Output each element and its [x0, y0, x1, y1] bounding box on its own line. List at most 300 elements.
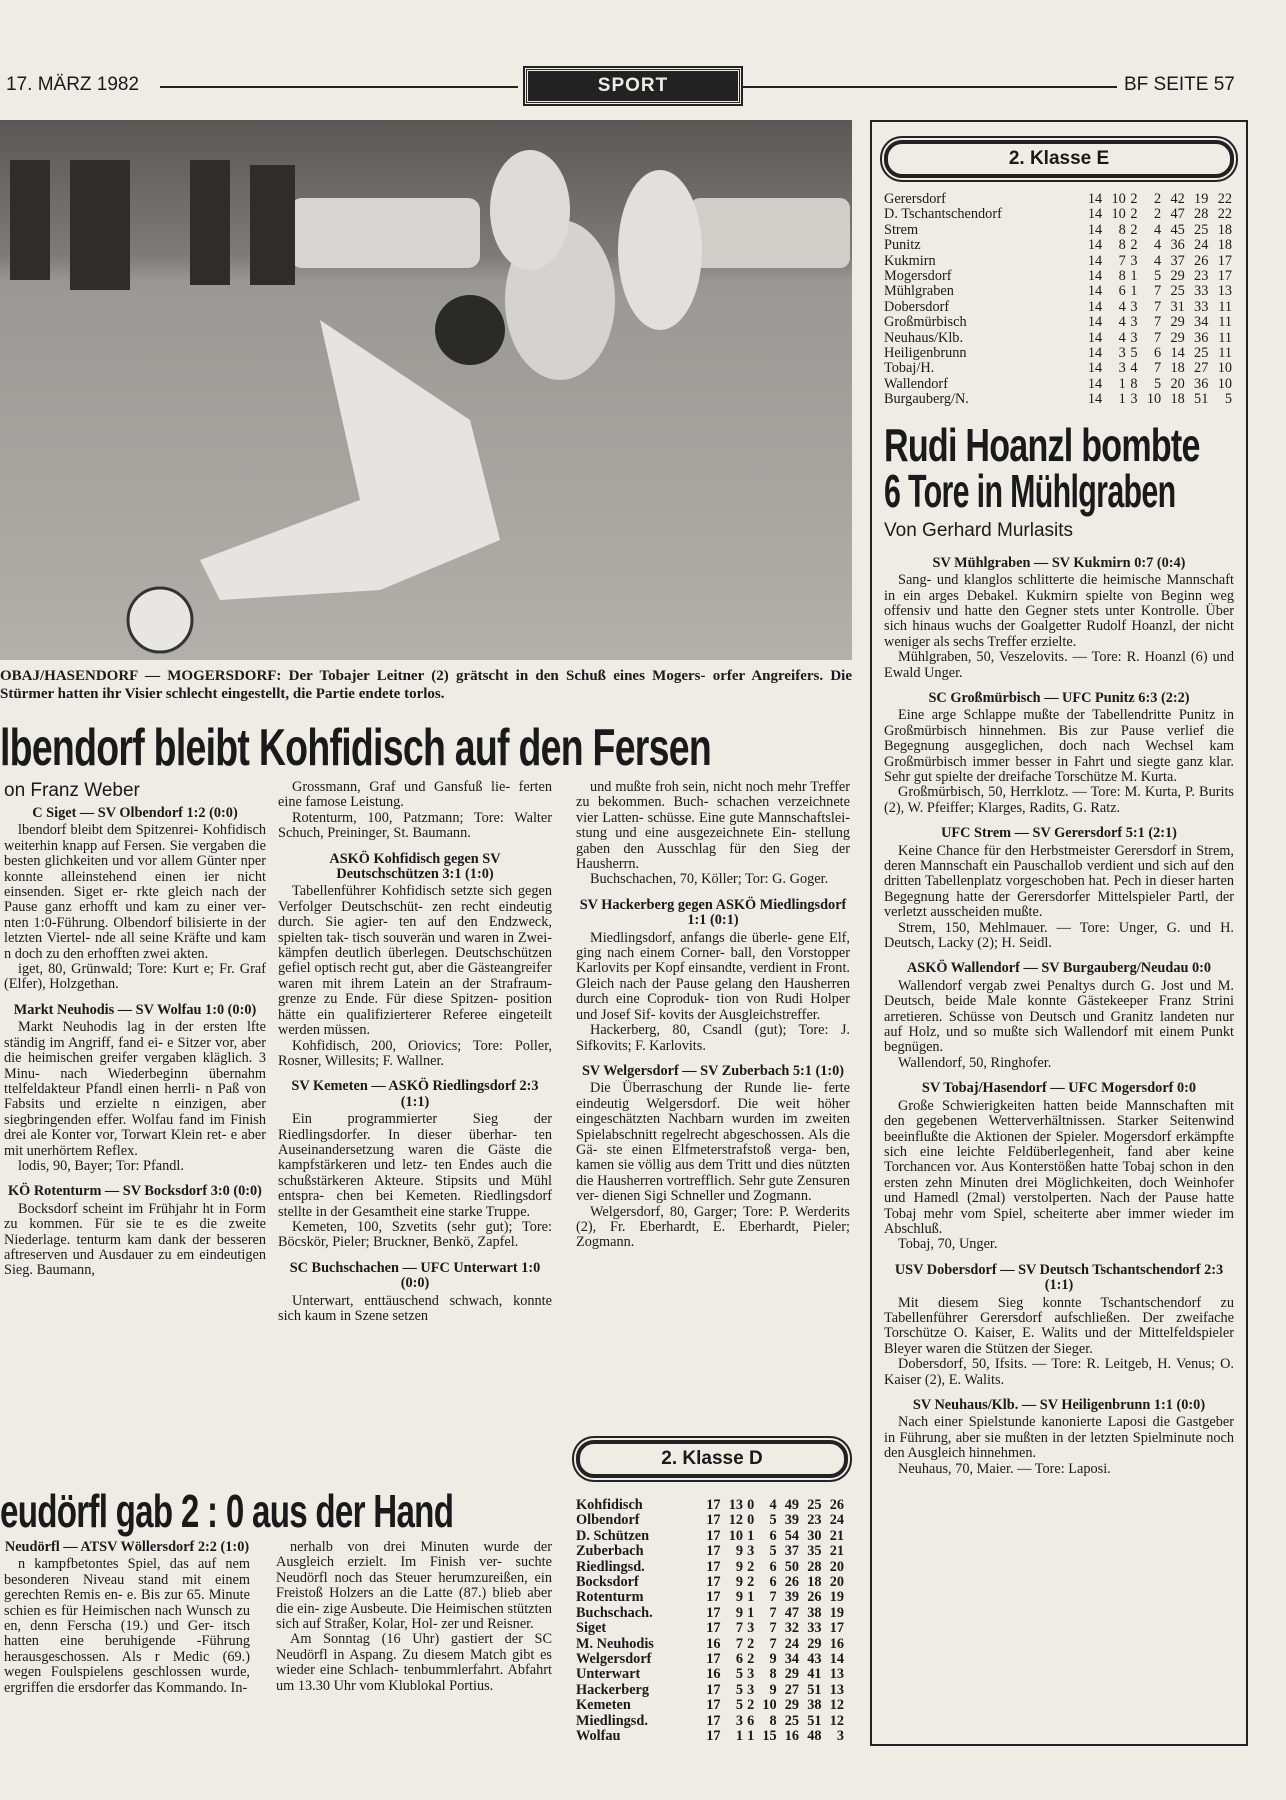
table-row: [884, 346, 1232, 361]
team-name: D. Schützen: [576, 1527, 650, 1544]
stat-cell: 20: [1170, 375, 1185, 392]
stat-cell: 12: [728, 1512, 743, 1529]
paragraph: Tabellenführer Kohfidisch setzte sich gegen Verfolger Deutschschüt- zen recht eindeutig durch. Sie agier- ten auf den Endzweck, spielten tak- tisch souverän und waren in Zwei- kämpfen deutlich überlegen. Deutschschützen gefiel optisch recht gut, aber die Gästeangreifer waren mit ihrem Latein an der Strafraum- grenze zu Ende. Für diese Spitzen- position hätte ein qualifizierterer Referee eingeteilt werden müssen.: [278, 883, 552, 1039]
stat-cell: 49: [784, 1497, 800, 1513]
stat-cell: 24: [784, 1635, 800, 1652]
table-row: [884, 300, 1232, 315]
stat-cell: 9: [735, 1558, 743, 1575]
stat-cell: 5: [1154, 268, 1162, 285]
stat-cell: 17: [1217, 268, 1232, 285]
paragraph: iget, 80, Grünwald; Tore: Kurt e; Fr. Graf (Elfer), Holzgethan.: [4, 961, 266, 993]
stat-cell: 3: [1130, 391, 1138, 408]
paragraph: lbendorf bleibt dem Spitzenrei- Kohfidisch weiterhin knapp auf Fersen. Sie vergaben die besten glichkeiten und vor allem Günter nper konnte alleinstehend einen ier nicht einsenden. Siget er- rkte gleich nach der Pause ganz erhofft und kam zu einer ver- nten 1:0-Führung. Olbendorf bilisierte in der letzten Viertel- nde all seine Kräfte und kam n doch zu den erhofften zwei akten.: [4, 822, 266, 962]
stat-cell: 5: [769, 1543, 777, 1560]
stat-cell: 8: [769, 1666, 777, 1683]
table-row: [576, 1513, 844, 1528]
stat-cell: 5: [1154, 375, 1162, 392]
main-article-column-2: [278, 780, 552, 1452]
team-name: Kukmirn: [884, 252, 936, 269]
stat-cell: 11: [1218, 314, 1232, 331]
team-name: Heiligenbrunn: [884, 345, 967, 362]
stat-cell: 14: [1087, 268, 1103, 285]
table-klasse-d: [576, 1440, 848, 1745]
stat-cell: 3: [735, 1712, 743, 1729]
stat-cell: 9: [735, 1604, 743, 1621]
paragraph: Markt Neuhodis lag in der ersten lfte ständig im Angriff, fand ei- e Sitzer vor, aber die heimischen greifer vergaben kläglich. 3 Minu- nach Wiederbeginn übernahm ttelfeldakteur Pfandl einen herrli- n Paß von Fabsits und erzielte n einzigen, aber siegbringenden effer. Wolfau fand im Finish drei ale Konter vor, Torwart Klein ret- e aber mit unerhörtem Reflex.: [4, 1019, 266, 1159]
stat-cell: 6: [1154, 345, 1162, 362]
team-name: M. Neuhodis: [576, 1635, 654, 1652]
stat-cell: 6: [747, 1712, 755, 1729]
stat-cell: 9: [735, 1574, 743, 1591]
stat-cell: 5: [769, 1512, 777, 1529]
paragraph: Wallendorf vergab zwei Penaltys durch G. Jost und M. Deutsch, beide Male konnte Gästekeeper Franz Strini arretieren. Schüsse von Deutsch und Granitz landeten nur auf Holz, und so mußte sich Wallendorf mit einem Punkt begnügen.: [884, 977, 1234, 1056]
stat-cell: 4: [1154, 237, 1162, 254]
team-name: Mühlgraben: [884, 283, 954, 300]
stat-cell: 14: [1087, 206, 1103, 223]
match-photo: [0, 120, 852, 660]
stat-cell: 17: [706, 1604, 721, 1621]
stat-cell: 2: [1154, 206, 1162, 223]
paragraph: Eine arge Schlappe mußte der Tabellendritte Punitz in Großmürbisch hinnehmen. Bis zur Pause verlief die Begegnung ausgeglichen, doch nach Wechsel kam Großmürbisch immer besser in Fahrt und siegte ganz klar. Sehr gut spielte der dreifache Torschütze M. Kurta.: [884, 707, 1234, 785]
stat-cell: 2: [1130, 206, 1138, 223]
stat-cell: 3: [1130, 252, 1138, 269]
stat-cell: 2: [747, 1697, 755, 1714]
stat-cell: 47: [1170, 206, 1185, 223]
table-row: [884, 207, 1232, 222]
stat-cell: 14: [1087, 298, 1103, 315]
stat-cell: 5: [735, 1681, 743, 1698]
stat-cell: 16: [784, 1728, 800, 1745]
standings-table-d: [576, 1498, 844, 1745]
stat-cell: 3: [747, 1681, 755, 1698]
paragraph: Sang- und klanglos schlitterte die heimische Mannschaft in ein arges Debakel. Kukmirn spielte von Beginn weg offensiv und hatte den Gegner stets unter Kontrolle. Über sich hinaus wuchs der Goalgetter Rudolf Hoanzl, der nicht weniger als sechs Treffer erzielte.: [884, 572, 1234, 650]
paragraph: Hackerberg, 80, Csandl (gut); Tore: J. Sifkovits; F. Karlovits.: [576, 1022, 850, 1054]
stat-cell: 54: [784, 1527, 800, 1544]
stat-cell: 7: [1154, 360, 1162, 377]
stat-cell: 5: [735, 1697, 743, 1714]
table-row: [884, 254, 1232, 269]
stat-cell: 3: [1130, 329, 1138, 346]
stat-cell: 47: [784, 1604, 800, 1621]
match-heading: SV Hackerberg gegen ASKÖ Miedlingsdorf 1:1 (0:1): [579, 896, 847, 929]
stat-cell: 14: [1087, 360, 1103, 377]
stat-cell: 48: [807, 1728, 822, 1745]
stat-cell: 19: [829, 1604, 844, 1621]
team-name: Kemeten: [576, 1697, 631, 1714]
stat-cell: 16: [829, 1635, 844, 1652]
photo-caption: OBAJ/HASENDORF — MOGERSDORF: Der Tobajer Leitner (2) grätscht in den Schuß eines Mogers- orfer Angreifers. Die Stürmer hatten ihr Visier schlecht eingestellt, die Partie endete torlos.: [0, 668, 852, 702]
match-heading: SV Mühlgraben — SV Kukmirn 0:7 (0:4): [932, 555, 1186, 571]
page-number: BF SEITE 57: [1124, 74, 1235, 95]
stat-cell: 1: [1130, 268, 1138, 285]
stat-cell: 7: [1154, 298, 1162, 315]
section-label: SPORT: [525, 68, 741, 104]
table-row: [884, 269, 1232, 284]
right-sidebar-box: [870, 120, 1248, 1746]
stat-cell: 1: [747, 1527, 755, 1544]
team-name: Bocksdorf: [576, 1574, 639, 1591]
team-name: Dobersdorf: [884, 298, 950, 315]
stat-cell: 14: [1087, 391, 1103, 408]
header-rule-left: [160, 86, 518, 88]
match-heading: SV Neuhaus/Klb. — SV Heiligenbrunn 1:1 (0:0): [912, 1397, 1206, 1413]
stat-cell: 14: [1087, 345, 1103, 362]
team-name: Strem: [884, 221, 919, 238]
stat-cell: 21: [829, 1543, 844, 1560]
stat-cell: 13: [829, 1666, 844, 1683]
stat-cell: 33: [807, 1620, 822, 1637]
right-byline: Von Gerhard Murlasits: [884, 519, 1074, 541]
team-name: Gerersdorf: [884, 191, 946, 207]
stat-cell: 0: [747, 1497, 755, 1513]
table-row: [576, 1575, 844, 1590]
stat-cell: 7: [769, 1589, 777, 1606]
match-heading: Neudörfl — ATSV Wöllersdorf 2:2 (1:0): [4, 1540, 250, 1555]
stat-cell: 14: [1170, 345, 1185, 362]
match-heading: SV Kemeten — ASKÖ Riedlingsdorf 2:3 (1:1): [291, 1078, 539, 1110]
table-row: [884, 223, 1232, 238]
stat-cell: 29: [1170, 329, 1185, 346]
table-klasse-d-title: 2. Klasse D: [576, 1440, 848, 1478]
match-heading: SV Welgersdorf — SV Zuberbach 5:1 (1:0): [581, 1062, 845, 1079]
team-name: Buchschach.: [576, 1604, 653, 1621]
stat-cell: 2: [1154, 191, 1162, 207]
stat-cell: 37: [784, 1543, 800, 1560]
match-heading: KÖ Rotenturm — SV Bocksdorf 3:0 (0:0): [8, 1183, 262, 1200]
standings-table-e: [884, 192, 1232, 408]
stat-cell: 5: [1224, 391, 1232, 408]
match-heading: USV Dobersdorf — SV Deutsch Tschantschendorf 2:3 (1:1): [894, 1261, 1224, 1294]
stat-cell: 6: [769, 1574, 777, 1591]
stat-cell: 14: [1087, 329, 1103, 346]
stat-cell: 51: [1194, 391, 1209, 408]
paragraph: Welgersdorf, 80, Garger; Tore: P. Werderits (2), Fr. Eberhardt, E. Eberhardt, Pieler; Zogmann.: [576, 1203, 850, 1251]
table-row: [884, 377, 1232, 392]
team-name: Miedlingsd.: [576, 1712, 648, 1729]
table-row: [576, 1637, 844, 1652]
stat-cell: 6: [735, 1651, 743, 1668]
match-heading: Markt Neuhodis — SV Wolfau 1:0 (0:0): [13, 1001, 257, 1018]
table-row: [576, 1590, 844, 1605]
stat-cell: 43: [807, 1651, 822, 1668]
main-article-column-3: [576, 780, 850, 1410]
stat-cell: 5: [1130, 345, 1138, 362]
stat-cell: 3: [747, 1543, 755, 1560]
paragraph: Miedlingsdorf, anfangs die überle- gene Elf, ging nach einem Corner- ball, den Vorstopper Karlovits per Kopf einsandte, verdient in Front. Gleich nach der Pause gelang den Hausherren durch eine Coproduk- tion von Rudi Holper und Josef Sif- kovits der Ausgleichstreffer.: [576, 929, 850, 1023]
match-heading: SC Großmürbisch — UFC Punitz 6:3 (2:2): [928, 689, 1190, 706]
stat-cell: 9: [735, 1589, 743, 1606]
stat-cell: 4: [1118, 329, 1126, 346]
stat-cell: 2: [747, 1635, 755, 1652]
team-name: Unterwart: [576, 1666, 641, 1683]
stat-cell: 38: [807, 1604, 822, 1621]
stat-cell: 7: [769, 1635, 777, 1652]
team-name: Wolfau: [576, 1728, 621, 1745]
stat-cell: 10: [762, 1697, 777, 1714]
stat-cell: 26: [784, 1574, 800, 1591]
stat-cell: 27: [784, 1681, 800, 1698]
paragraph: lodis, 90, Bayer; Tor: Pfandl.: [18, 1157, 184, 1174]
stat-cell: 7: [1118, 252, 1126, 269]
stat-cell: 22: [1217, 191, 1232, 207]
stat-cell: 32: [784, 1620, 800, 1637]
stat-cell: 18: [1217, 221, 1232, 238]
stat-cell: 51: [807, 1712, 822, 1729]
stat-cell: 7: [1154, 314, 1162, 331]
stat-cell: 4: [1118, 314, 1126, 331]
bottom-article-column-2: [276, 1540, 552, 1770]
paragraph: Keine Chance für den Herbstmeister Gerersdorf in Strem, deren Mannschaft ein Pauschallob verdient und sich auf den dritten Tabellenplatz vorgeschoben hat. Pech in dieser harten Begegnung hatte der Gerersdorfer Mittelspieler Partl, der verletzt ausscheiden mußte.: [884, 842, 1234, 921]
match-heading: C Siget — SV Olbendorf 1:2 (0:0): [32, 806, 238, 821]
stat-cell: 4: [1118, 298, 1126, 315]
stat-cell: 14: [1087, 314, 1103, 331]
stat-cell: 1: [1118, 391, 1126, 408]
table-row: [576, 1698, 844, 1713]
stat-cell: 10: [1217, 360, 1232, 377]
stat-cell: 36: [1194, 329, 1209, 346]
stat-cell: 23: [1194, 268, 1209, 285]
issue-date: 17. MÄRZ 1982: [6, 74, 140, 95]
stat-cell: 0: [747, 1512, 755, 1529]
paragraph: Wallendorf, 50, Ringhofer.: [898, 1054, 1052, 1071]
match-heading: UFC Strem — SV Gerersdorf 5:1 (2:1): [941, 825, 1177, 842]
stat-cell: 14: [1087, 375, 1103, 392]
team-name: Großmürbisch: [884, 314, 967, 331]
table-row: [884, 284, 1232, 299]
team-name: Rotenturm: [576, 1589, 644, 1606]
paragraph: Rotenturm, 100, Patzmann; Tore: Walter Schuch, Preininger, St. Baumann.: [278, 809, 552, 842]
stat-cell: 3: [836, 1728, 844, 1745]
stat-cell: 19: [1194, 191, 1209, 207]
table-row: [576, 1606, 844, 1621]
stat-cell: 11: [1218, 298, 1232, 315]
stat-cell: 17: [706, 1620, 721, 1637]
stat-cell: 26: [829, 1497, 844, 1513]
stat-cell: 6: [769, 1527, 777, 1544]
table-row: [884, 315, 1232, 330]
stat-cell: 16: [706, 1635, 721, 1652]
stat-cell: 4: [769, 1497, 777, 1513]
stat-cell: 26: [807, 1589, 822, 1606]
stat-cell: 17: [829, 1620, 844, 1637]
match-heading: ASKÖ Kohfidisch gegen SV Deutschschützen 3:1 (1:0): [329, 850, 501, 883]
stat-cell: 13: [728, 1497, 743, 1513]
stat-cell: 1: [1130, 283, 1138, 300]
paragraph: Dobersdorf, 50, Ifsits. — Tore: R. Leitgeb, H. Venus; O. Kaiser (2), E. Walits.: [884, 1356, 1234, 1388]
table-row: [576, 1667, 844, 1682]
table-row: [576, 1652, 844, 1667]
stat-cell: 28: [807, 1558, 822, 1575]
paragraph: n kampfbetontes Spiel, das auf nem besonderen Niveau stand mit einem gerechten Remis en- e. Bis zur 65. Minute schien es für Heimischen nach Wunsch zu en, denn Ferscha (19.) und Ger- itsch hatten eine beruhigende -Führung herausgeschossen. Als r Medic (69.) wegen Foulspielens geschlossen wurde, ergriffen die ersdorfer das Kommando. In-: [4, 1556, 250, 1696]
stat-cell: 4: [1154, 252, 1162, 269]
table-row: [884, 238, 1232, 253]
table-row: [576, 1529, 844, 1544]
stat-cell: 7: [769, 1620, 777, 1637]
stat-cell: 16: [706, 1666, 721, 1683]
stat-cell: 39: [784, 1589, 800, 1606]
stat-cell: 42: [1170, 191, 1185, 207]
paragraph: Mühlgraben, 50, Veszelovits. — Tore: R. Hoanzl (6) und Ewald Unger.: [884, 649, 1234, 681]
stat-cell: 29: [784, 1697, 800, 1714]
stat-cell: 41: [807, 1666, 822, 1683]
right-headline-line-1: Rudi Hoanzl bombte: [884, 418, 1200, 471]
stat-cell: 25: [784, 1712, 800, 1729]
paragraph: Tobaj, 70, Unger.: [898, 1236, 998, 1253]
football-photo-image: [0, 120, 852, 660]
stat-cell: 17: [706, 1543, 721, 1560]
stat-cell: 25: [1170, 283, 1185, 300]
stat-cell: 14: [1087, 252, 1103, 269]
stat-cell: 8: [769, 1712, 777, 1729]
stat-cell: 7: [769, 1604, 777, 1621]
table-row: [884, 192, 1232, 207]
stat-cell: 14: [1087, 237, 1103, 254]
stat-cell: 1: [747, 1589, 755, 1606]
bottom-article-column-1: [4, 1540, 250, 1770]
stat-cell: 35: [807, 1543, 822, 1560]
stat-cell: 4: [1130, 360, 1138, 377]
match-heading: ASKÖ Wallendorf — SV Burgauberg/Neudau 0:0: [906, 960, 1212, 977]
stat-cell: 1: [735, 1728, 743, 1745]
team-name: Mogersdorf: [884, 268, 952, 285]
team-name: Kohfidisch: [576, 1497, 643, 1513]
paragraph: Die Überraschung der Runde lie- ferte eindeutig Welgersdorf. Die weit höher eingeschätzten Nachbarn wurden im zweiten Spielabschnitt regelrecht abgeschossen. Als die Gä- ste einen Elfmeterstrafstoß verga- ben, kamen sie völlig aus dem Tritt und dies nützten die Hausherren vortrefflich. Sehr gute Zensuren ver- dienen Sigi Schneller und Zogmann.: [576, 1080, 850, 1205]
team-name: Neuhaus/Klb.: [884, 329, 964, 346]
table-row: [884, 392, 1232, 407]
stat-cell: 1: [747, 1604, 755, 1621]
stat-cell: 38: [807, 1697, 822, 1714]
stat-cell: 18: [1217, 237, 1232, 254]
stat-cell: 17: [1217, 252, 1232, 269]
stat-cell: 10: [1146, 391, 1162, 408]
right-headline-line-2: 6 Tore in Mühlgraben: [884, 464, 1176, 517]
header-rule-right: [742, 86, 1117, 88]
team-name: Hackerberg: [576, 1681, 650, 1698]
stat-cell: 36: [1170, 237, 1185, 254]
stat-cell: 13: [829, 1681, 844, 1698]
stat-cell: 37: [1170, 252, 1185, 269]
stat-cell: 6: [769, 1558, 777, 1575]
paragraph: Mit diesem Sieg konnte Tschantschendorf zu Tabellenführer Gerersdorf aufschließen. Der zweifache Torschütze O. Kaiser, E. Walits und der Mittelfeldspieler Bleyer waren die Stützen der Sieger.: [884, 1294, 1234, 1357]
stat-cell: 27: [1194, 360, 1209, 377]
stat-cell: 14: [829, 1651, 844, 1668]
stat-cell: 2: [1130, 237, 1138, 254]
paragraph: Kohfidisch, 200, Oriovics; Tore: Poller, Rosner, Willesits; F. Wallner.: [278, 1037, 552, 1069]
table-klasse-e: [884, 140, 1234, 408]
stat-cell: 17: [706, 1681, 721, 1698]
team-name: Burgauberg/N.: [884, 391, 969, 408]
table-row: [576, 1621, 844, 1636]
team-name: D. Tschantschendorf: [884, 206, 1002, 223]
stat-cell: 21: [829, 1527, 844, 1544]
stat-cell: 3: [1130, 298, 1138, 315]
stat-cell: 17: [706, 1497, 721, 1513]
stat-cell: 14: [1087, 191, 1103, 207]
stat-cell: 17: [706, 1512, 721, 1529]
stat-cell: 2: [1130, 191, 1138, 207]
stat-cell: 15: [762, 1728, 777, 1745]
stat-cell: 18: [1170, 360, 1185, 377]
stat-cell: 24: [829, 1512, 844, 1529]
team-name: Punitz: [884, 237, 921, 254]
stat-cell: 18: [1170, 391, 1185, 408]
stat-cell: 1: [747, 1728, 755, 1745]
table-row: [576, 1714, 844, 1729]
stat-cell: 9: [769, 1651, 777, 1668]
paragraph: Bocksdorf scheint im Frühjahr ht in Form zu kommen. Für sie te es die zweite Niederlage. tenturm kam dank der besseren aftreserven und Ausdauer zu em eindeutigen Sieg. Baumann,: [4, 1200, 266, 1279]
stat-cell: 1: [1118, 375, 1126, 392]
stat-cell: 28: [1194, 206, 1209, 223]
stat-cell: 2: [747, 1574, 755, 1591]
stat-cell: 14: [1087, 283, 1103, 300]
stat-cell: 7: [735, 1635, 743, 1652]
stat-cell: 17: [706, 1558, 721, 1575]
stat-cell: 3: [1130, 314, 1138, 331]
table-klasse-e-title: 2. Klasse E: [884, 140, 1234, 178]
paragraph: Große Schwierigkeiten hatten beide Mannschaften mit den gegebenen Wetterverhältnissen. Starker Seitenwind beeinflußte die Aktionen der Spieler. Mogersdorf erkämpfte sich eine leichte Feldüberlegenheit, fand aber keine Torchancen vor. Aus Konterstößen hatte Tobaj schon in den ersten zehn Minuten drei Möglichkeiten, doch Weinhofer und Hamedl (2mal) verstolperten. Nach der Pause hatte Tobaj mehr vom Spiel, scheiterte aber immer wieder im Abschluß.: [884, 1097, 1234, 1237]
match-heading: SC Buchschachen — UFC Unterwart 1:0 (0:0): [289, 1259, 541, 1292]
stat-cell: 4: [1154, 221, 1162, 238]
main-byline: on Franz Weber: [4, 780, 140, 801]
stat-cell: 11: [1218, 329, 1232, 346]
stat-cell: 2: [747, 1651, 755, 1668]
team-name: Riedlingsd.: [576, 1558, 645, 1575]
team-name: Tobaj/H.: [884, 360, 935, 377]
stat-cell: 29: [807, 1635, 822, 1652]
team-name: Wallendorf: [884, 375, 948, 392]
paragraph: Buchschachen, 70, Köller; Tor: G. Goger.: [590, 871, 829, 888]
stat-cell: 3: [747, 1620, 755, 1637]
table-row: [576, 1544, 844, 1559]
stat-cell: 8: [1118, 268, 1126, 285]
stat-cell: 8: [1130, 375, 1138, 392]
table-row: [576, 1498, 844, 1513]
stat-cell: 18: [807, 1574, 822, 1591]
table-row: [576, 1560, 844, 1575]
paragraph: Neuhaus, 70, Maier. — Tore: Laposi.: [898, 1460, 1111, 1477]
stat-cell: 23: [807, 1512, 822, 1529]
stat-cell: 25: [1194, 221, 1209, 238]
stat-cell: 50: [784, 1558, 800, 1575]
stat-cell: 39: [784, 1512, 800, 1529]
stat-cell: 34: [784, 1651, 800, 1668]
stat-cell: 2: [1130, 221, 1138, 238]
stat-cell: 30: [807, 1527, 822, 1544]
paragraph: Unterwart, enttäuschend schwach, konnte sich kaum in Szene setzen: [278, 1292, 552, 1324]
team-name: Zuberbach: [576, 1543, 644, 1560]
stat-cell: 26: [1194, 252, 1209, 269]
table-row: [576, 1729, 844, 1744]
stat-cell: 17: [706, 1527, 721, 1544]
team-name: Siget: [576, 1620, 607, 1637]
stat-cell: 6: [1118, 283, 1126, 300]
stat-cell: 29: [1170, 268, 1185, 285]
stat-cell: 14: [1087, 221, 1103, 238]
table-row: [884, 331, 1232, 346]
stat-cell: 5: [735, 1666, 743, 1683]
table-row: [884, 361, 1232, 376]
team-name: Welgersdorf: [576, 1651, 652, 1668]
stat-cell: 33: [1194, 283, 1209, 300]
stat-cell: 17: [706, 1589, 721, 1606]
stat-cell: 22: [1217, 206, 1232, 223]
stat-cell: 8: [1118, 221, 1126, 238]
team-name: Olbendorf: [576, 1512, 640, 1529]
paragraph: Grossmann, Graf und Gansfuß lie- ferten eine famose Leistung.: [278, 780, 552, 811]
stat-cell: 34: [1194, 314, 1209, 331]
paragraph: Großmürbisch, 50, Herrklotz. — Tore: M. Kurta, P. Burits (2), W. Pfeiffer; Klarges, Radits, G. Ratz.: [884, 784, 1234, 816]
paragraph: und mußte froh sein, nicht noch mehr Treffer zu bekommen. Buch- schachen verzeichnete vier Latten- schüsse. Eine gute Mannschaftslei- stung und eine ausgezeichnete Ein- stellung gaben den Ausschlag für den Sieg der Hausherrn.: [576, 780, 850, 873]
